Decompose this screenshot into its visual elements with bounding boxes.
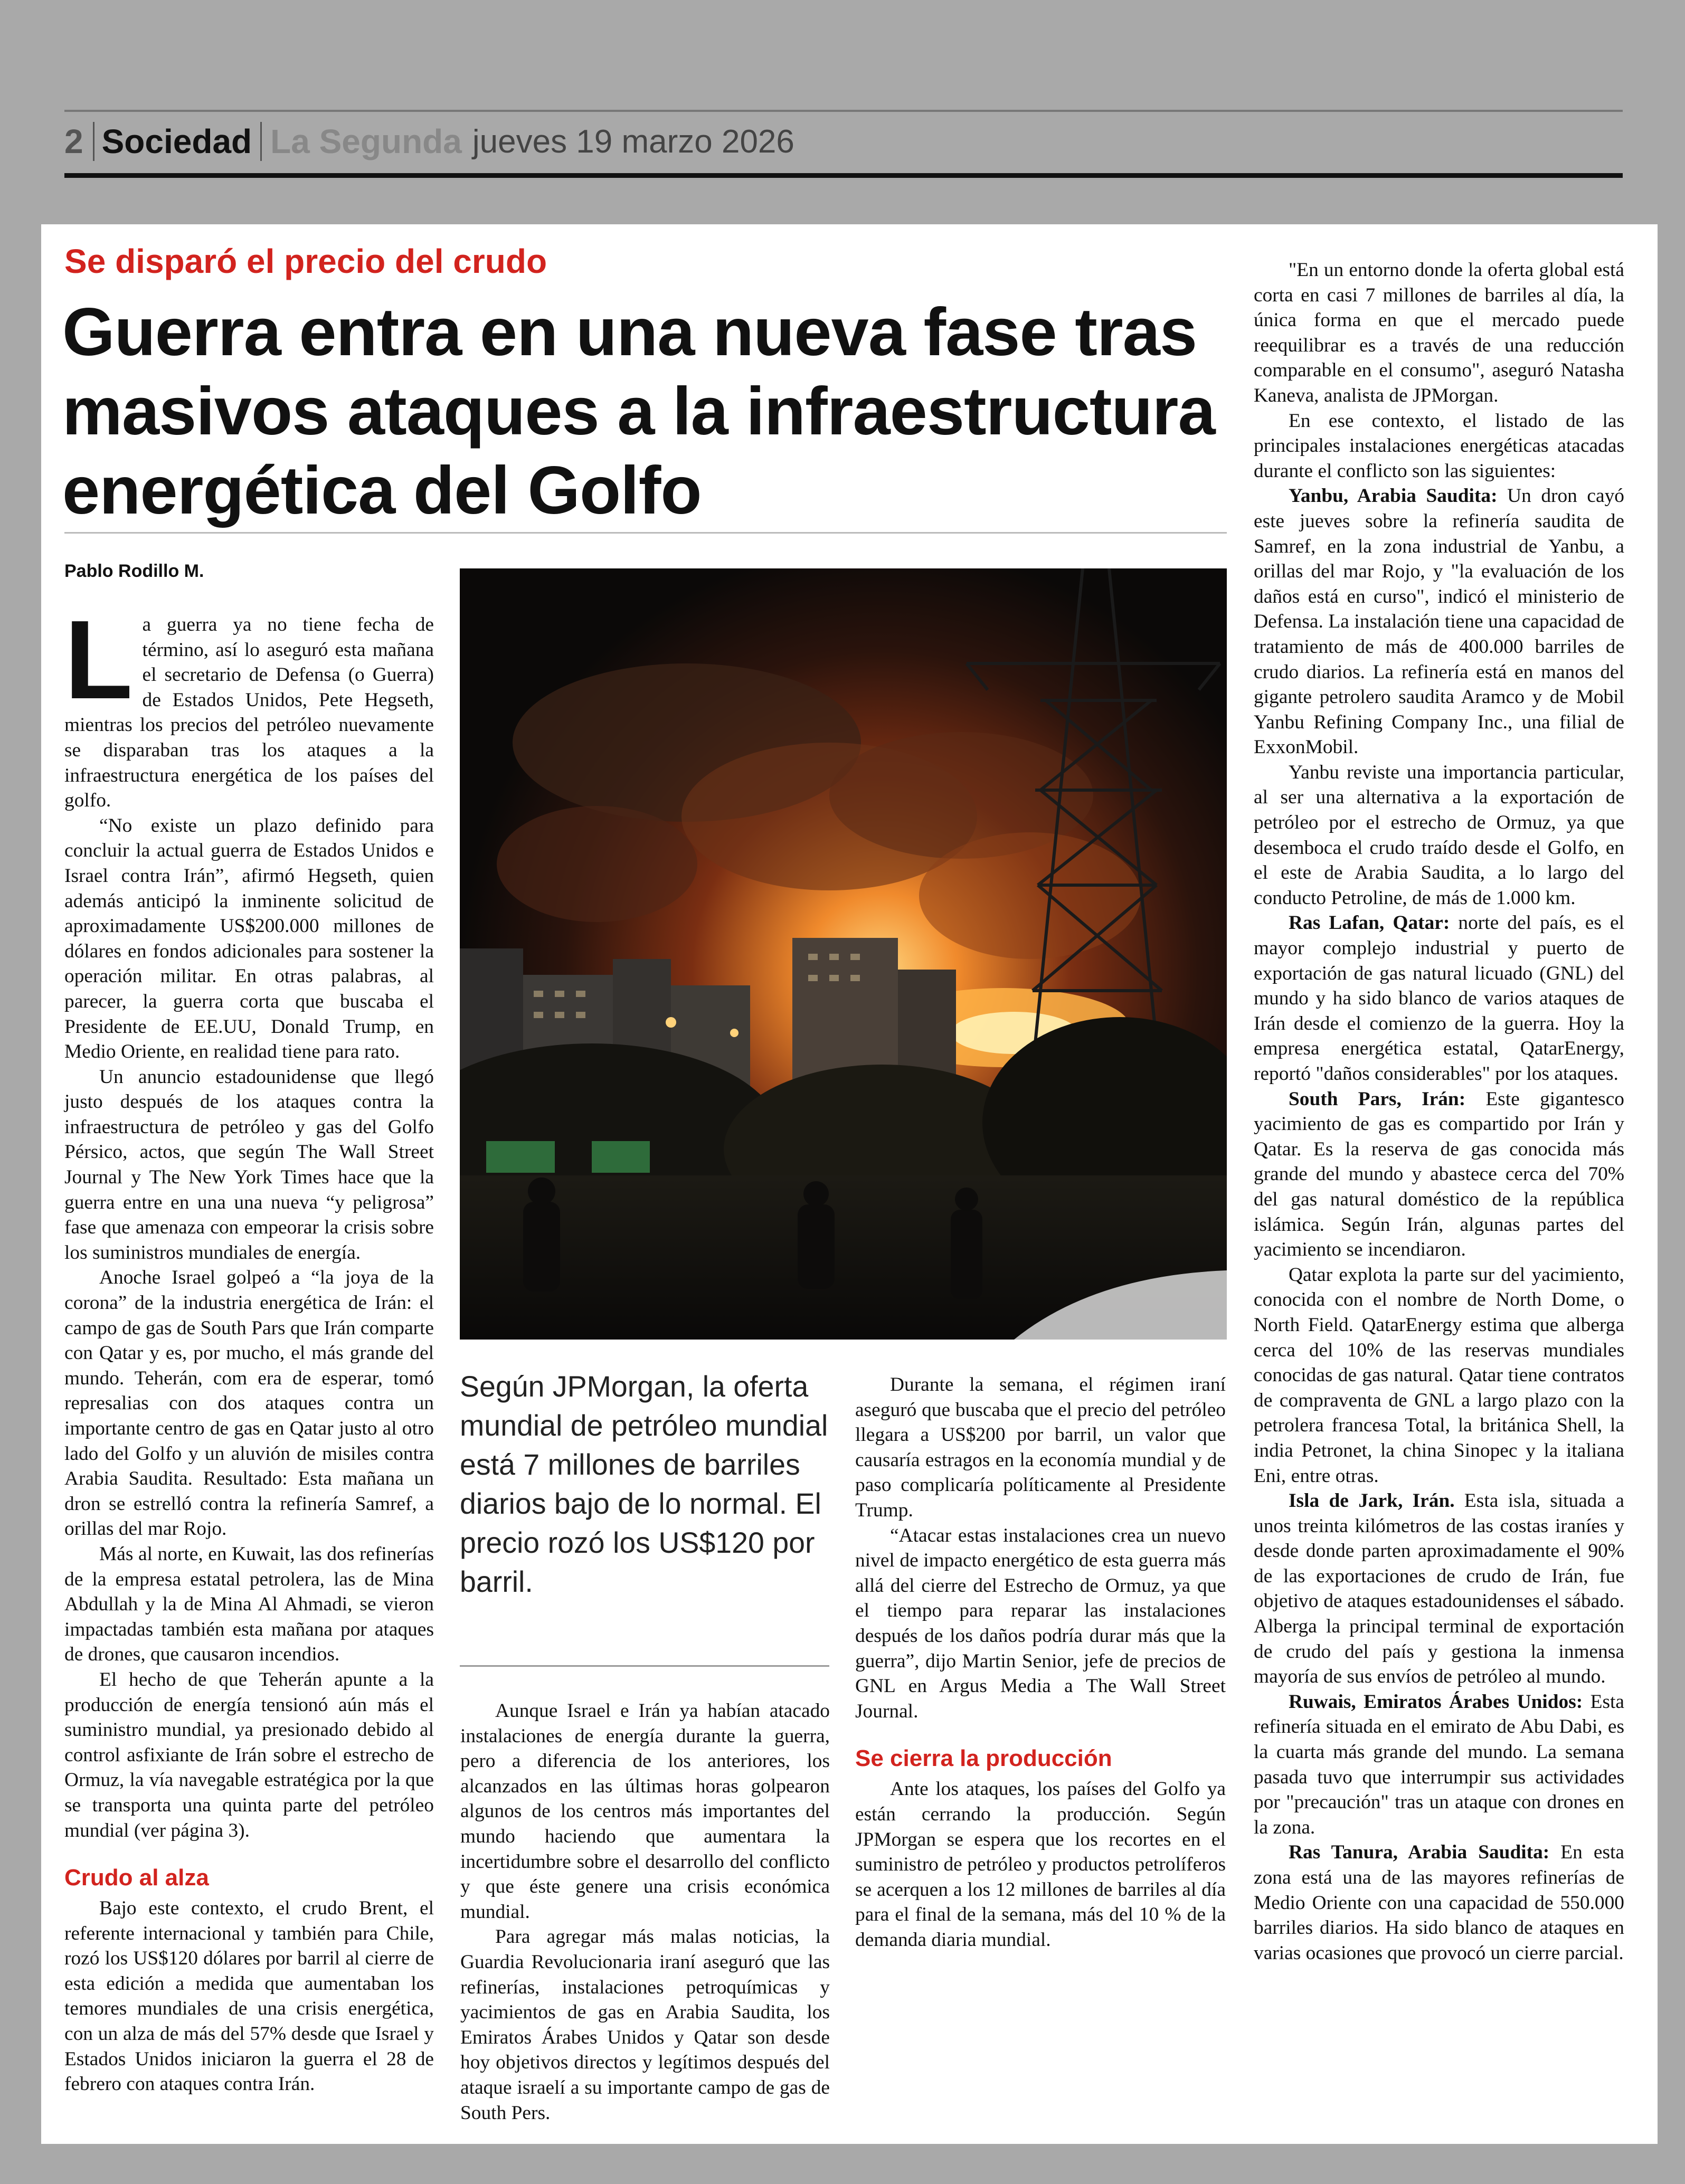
article-photo [460, 568, 1227, 1340]
newspaper-name: La Segunda [270, 122, 462, 160]
pull-quote: Según JPMorgan, la oferta mundial de petróleo mundial está 7 millones de barriles diarios bajo de lo normal. El precio rozó los US$120 por barril. [460, 1370, 828, 1598]
site-lead-south-pars: South Pars, Irán: [1289, 1088, 1466, 1110]
site-lead-jark: Isla de Jark, Irán. [1289, 1490, 1455, 1512]
paragraph: "En un entorno donde la oferta global está corta en casi 7 millones de barriles al día, la única forma en que el mercado puede reequilibrar es a través de una reducción comparable en el consumo", aseguró Natasha Kaneva, analista de JPMorgan. [1254, 259, 1624, 406]
paragraph: El hecho de que Teherán apunte a la producción de energía tensionó aún más el suministro mundial, ya presionado debido al control asfixiante de Irán sobre el estrecho de Ormuz, la vía navegable estratégica por la que se transporta una quinta parte del petróleo mundial (ver página 3). [64, 1668, 434, 1841]
masthead [64, 115, 794, 168]
site-lead-ras-tanura: Ras Tanura, Arabia Saudita: [1289, 1841, 1550, 1864]
subheading-crudo: Crudo al alza [64, 1865, 209, 1891]
section-name: Sociedad [94, 122, 262, 161]
paragraph: Anoche Israel golpeó a “la joya de la corona” de la industria energética de Irán: el campo de gas de South Pars que Irán comparte con Qatar y es, por mucho, el más grande del mundo. Teherán, com era de esperar, tomó represalias con dos ataques contra un importante centro de gas en Qatar justo al otro lado del Golfo y un aluvión de misiles contra Arabia Saudita. Resultado: Esta mañana un dron se estrelló contra la refinería Samref, a orillas del mar Rojo. [64, 1267, 434, 1540]
paragraph: Ante los ataques, los países del Golfo ya están cerrando la producción. Según JPMorgan se espera que los recortes en el suministro de petróleo y productos petrolíferos se acerquen a los 12 millones de barriles al día para el final de la semana, más del 10 % de la demanda diaria mundial. [855, 1778, 1226, 1951]
paragraph: Isla de Jark, Irán. Esta isla, situada a unos treinta kilómetros de las costas iraníes y desde donde parten aproximadamente el 90% de las exportaciones de crudo de Irán, fue objetivo de ataques estadounidenses el sábado. Alberga la principal terminal de exportación de crudo del país y gestiona la inmensa mayoría de sus envíos de petróleo al mundo. [1254, 1490, 1625, 1688]
paragraph: En ese contexto, el listado de las principales instalaciones energéticas atacadas durante el conflicto son las siguientes: [1254, 410, 1624, 482]
article-column-1 [64, 597, 434, 2097]
masthead-bottom-rule [64, 173, 1623, 178]
site-lead-yanbu: Yanbu, Arabia Saudita: [1289, 485, 1498, 507]
paragraph: “No existe un plazo definido para concluir la actual guerra de Estados Unidos e Israel contra Irán”, afirmó Hegseth, quien además anticipó la inminente solicitud de aproximadamente US$200.000 millones de dólares en fondos adicionales para sostener la operación militar. En otras palabras, al parecer, la guerra corta que buscaba el Presidente de EE.UU, Donald Trump, en Medio Oriente, en realidad tiene para rato. [64, 814, 434, 1063]
headline-line: masivos ataques a la infraestructura [62, 374, 1215, 449]
drop-cap: L [64, 597, 133, 722]
paragraph: Aunque Israel e Irán ya habían atacado instalaciones de energía durante la guerra, pero a diferencia de los anteriores, los alcanzados en las últimas horas golpearon algunos de los centros más importantes del mundo haciendo que aumentara la incertidumbre sobre el desarrollo del conflicto y que éste genere una crisis económica mundial. [460, 1700, 830, 1923]
paragraph: Ras Tanura, Arabia Saudita: En esta zona está una de las mayores refinerías de Medio Oriente con una capacidad de 550.000 barriles diarios. Ha sido blanco de ataques en varias ocasiones que provocó un cierre parcial. [1254, 1841, 1624, 1964]
paragraph: Para agregar más malas noticias, la Guardia Revolucionaria iraní aseguró que las refinerías, instalaciones petroquímicas y yacimientos de gas en Arabia Saudita, los Emiratos Árabes Unidos y Qatar son desde hoy objetivos directos y legítimos después del ataque israelí a su importante campo de gas de South Pers. [460, 1926, 830, 2124]
masthead-top-rule [64, 110, 1623, 112]
paragraph: South Pars, Irán: Este gigantesco yacimiento de gas es compartido por Irán y Qatar. Es la reserva de gas conocida más grande del mundo y abastece cerca del 70% del gas natural doméstico de la república islámica. Según Irán, algunas partes del yacimiento se incendiaron. [1254, 1088, 1624, 1261]
site-lead-ruwais: Ruwais, Emiratos Árabes Unidos: [1289, 1691, 1583, 1713]
paragraph: Qatar explota la parte sur del yacimiento, conocida con el nombre de North Dome, o North Field. QatarEnergy estima que alberga cerca del 10% de las reservas mundiales conocidas de gas natural. Qatar tiene contratos de compraventa de GNL a largo plazo con la petrolera francesa Total, la británica Shell, la india Petronet, la china Sinopec y la italiana Eni, entre otras. [1254, 1264, 1624, 1487]
headline-rule [64, 532, 1227, 534]
issue-date: jueves 19 marzo 2026 [472, 123, 794, 160]
paragraph: Durante la semana, el régimen iraní aseguró que buscaba que el precio del petróleo llegara a US$200 por barril, un valor que causaría estragos en la economía mundial y de paso complicaría políticamente al Presidente Trump. [855, 1374, 1226, 1521]
headline-line: energética del Golfo [62, 453, 702, 528]
paragraph: Ras Lafan, Qatar: norte del país, es el mayor complejo industrial y puerto de exportación de gas natural licuado (GNL) del mundo y ha sido blanco de varios ataques de Irán desde el comienzo de la guerra. Hoy la empresa energética estatal, QatarEnergy, reportó "daños considerables" por los ataques. [1254, 912, 1624, 1085]
article-headline [62, 293, 1224, 530]
headline-line: Guerra entra en una nueva fase tras [62, 295, 1197, 370]
paragraph: Más al norte, en Kuwait, las dos refinerías de la empresa estatal petrolera, las de Mina Abdullah y la de Mina Al Ahmadi, se vieron impactadas también esta mañana por ataques de drones, que causaron incendios. [64, 1543, 434, 1666]
paragraph: Bajo este contexto, el crudo Brent, el referente internacional y también para Chile, rozó los US$120 dólares por barril al cierre de esta edición a medida que aumentaban los temores mundiales de una crisis energética, con un alza de más del 57% desde que Israel y Estados Unidos iniciaron la guerra el 28 de febrero con ataques contra Irán. [64, 1897, 434, 2095]
article-column-4 [1254, 258, 1624, 1965]
article-column-2 [460, 1698, 830, 2125]
byline: Pablo Rodillo M. [64, 561, 204, 581]
page-number: 2 [64, 122, 94, 161]
paragraph: Un anuncio estadounidense que llegó justo después de los ataques contra la infraestructura de petróleo y gas del Golfo Pérsico, actos, que según The Wall Street Journal y The New York Times hace que la guerra entre en una una nueva “y peligrosa” fase que amenaza con empeorar la crisis sobre los suministros mundiales de energía. [64, 1066, 434, 1264]
subheading-produccion: Se cierra la producción [855, 1745, 1112, 1772]
paragraph: Yanbu, Arabia Saudita: Un dron cayó este jueves sobre la refinería saudita de Samref, en la zona industrial de Yanbu, a orillas del mar Rojo, y "la evaluación de los daños está en curso", indicó el ministerio de Defensa. La instalación tiene una capacidad de tratamiento de más de 400.000 barriles de crudo diarios. La refinería está en manos del gigante petrolero saudita Aramco y de Mobil Yanbu Refining Company Inc., una filial de ExxonMobil. [1254, 485, 1624, 758]
article-kicker: Se disparó el precio del crudo [64, 242, 547, 280]
paragraph: La guerra ya no tiene fecha de término, así lo aseguró esta mañana el secretario de Defensa (o Guerra) de Estados Unidos, Pete Hegseth, mientras los precios del petróleo nuevamente se disparaban tras los ataques a la infraestructura energética de los países del golfo. [64, 597, 434, 812]
paragraph: Yanbu reviste una importancia particular, al ser una alternativa a la exportación de petróleo por el estrecho de Ormuz, ya que desemboca el crudo traído desde el Golfo, en el este de Arabia Saudita, a lo largo del conducto Petroline, de más de 1.000 km. [1254, 761, 1624, 909]
article-column-3 [855, 1372, 1226, 1952]
pull-quote-rule [460, 1665, 829, 1667]
site-lead-ras-lafan: Ras Lafan, Qatar: [1289, 912, 1450, 934]
paragraph: “Atacar estas instalaciones crea un nuevo nivel de impacto energético de esta guerra más allá del cierre del Estrecho de Ormuz, ya que el tiempo para reparar las instalaciones después de los daños podría durar más que la guerra”, dijo Martin Senior, jefe de precios de GNL en Argus Media a The Wall Street Journal. [855, 1524, 1226, 1722]
paragraph: Ruwais, Emiratos Árabes Unidos: Esta refinería situada en el emirato de Abu Dabi, es la cuarta más grande del mundo. La semana pasada tuvo que interrumpir sus actividades por "precaución" tras un ataque con drones en la zona. [1254, 1691, 1624, 1838]
